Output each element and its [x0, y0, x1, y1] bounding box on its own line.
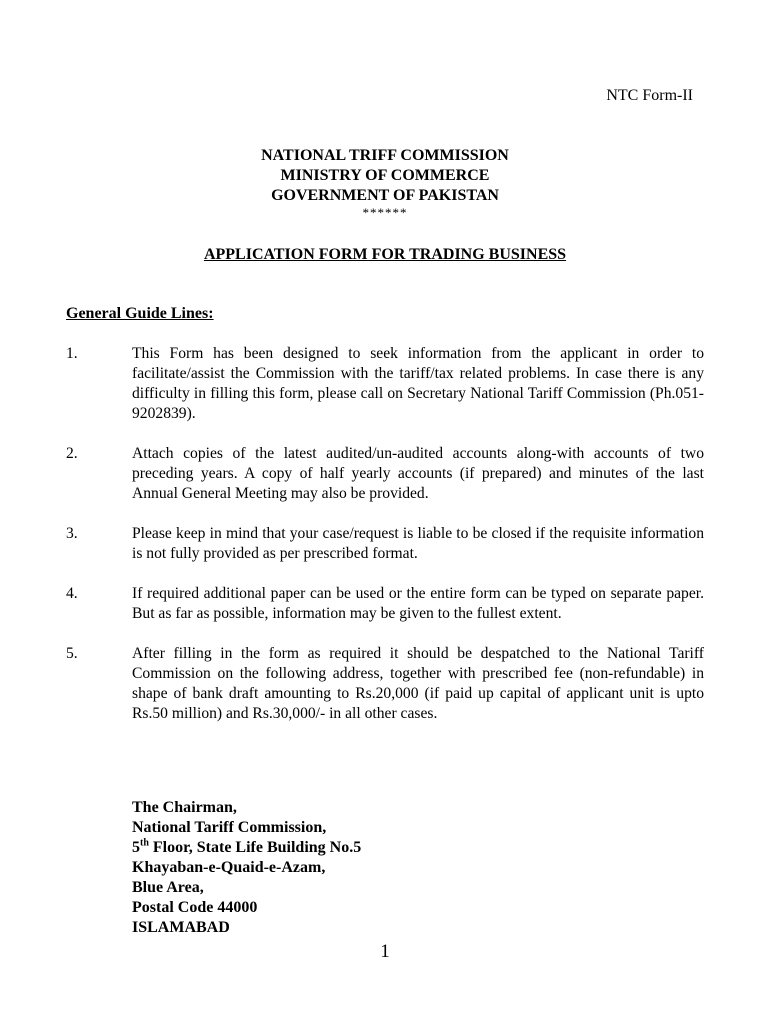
form-id: NTC Form-II [606, 87, 693, 104]
guideline-text: Attach copies of the latest audited/un-audited accounts along-with accounts of two preceding years. A copy of half yearly accounts (if prepared) and minutes of the last Annual General Meeting may also be provided. [132, 445, 704, 502]
guidelines-list [66, 344, 704, 744]
guideline-number: 1. [66, 345, 78, 362]
guideline-number: 3. [66, 525, 78, 542]
header-ministry: MINISTRY OF COMMERCE [280, 167, 490, 184]
document-header [0, 146, 770, 220]
address-floor-number: 5 [132, 839, 140, 856]
address-organization: National Tariff Commission, [132, 819, 327, 836]
address-city: ISLAMABAD [132, 919, 230, 936]
form-title: APPLICATION FORM FOR TRADING BUSINESS [203, 246, 567, 263]
guideline-item [66, 444, 704, 504]
address-floor-suffix: th [140, 837, 149, 849]
address-recipient: The Chairman, [132, 799, 237, 816]
header-commission: NATIONAL TRIFF COMMISSION [261, 147, 509, 164]
header-government: GOVERNMENT OF PAKISTAN [271, 187, 499, 204]
guideline-text: If required additional paper can be used or the entire form can be typed on separate paper. But as far as possible, information may be given to the fullest extent. [132, 585, 704, 622]
guideline-item [66, 584, 704, 624]
guideline-number: 5. [66, 645, 78, 662]
address-building [132, 838, 361, 858]
guideline-item [66, 344, 704, 424]
guideline-text: After filling in the form as required it should be despatched to the National Tariff Commission on the following address, together with prescribed fee (non-refundable) in shape of bank draft amounting to Rs.20,000 (if paid up capital of applicant unit is upto Rs.50 million) and Rs.30,000/- in all other cases. [132, 645, 704, 722]
guideline-text: Please keep in mind that your case/request is liable to be closed if the requisite information is not fully provided as per prescribed format. [132, 525, 704, 562]
guideline-item [66, 524, 704, 564]
address-area: Blue Area, [132, 879, 204, 896]
address-postal-code: Postal Code 44000 [132, 899, 258, 916]
address-street: Khayaban-e-Quaid-e-Azam, [132, 859, 326, 876]
guideline-number: 2. [66, 445, 78, 462]
guideline-item [66, 644, 704, 724]
guidelines-heading: General Guide Lines: [66, 305, 214, 322]
guideline-number: 4. [66, 585, 78, 602]
guideline-text: This Form has been designed to seek information from the applicant in order to facilitate/assist the Commission with the tariff/tax related problems. In case there is any difficulty in filling this form, please call on Secretary National Tariff Commission (Ph.051-9202839). [132, 345, 704, 422]
page-number: 1 [380, 941, 390, 962]
header-stars: ****** [362, 205, 408, 220]
address-building-name: Floor, State Life Building No.5 [148, 839, 362, 856]
mailing-address [132, 798, 361, 938]
